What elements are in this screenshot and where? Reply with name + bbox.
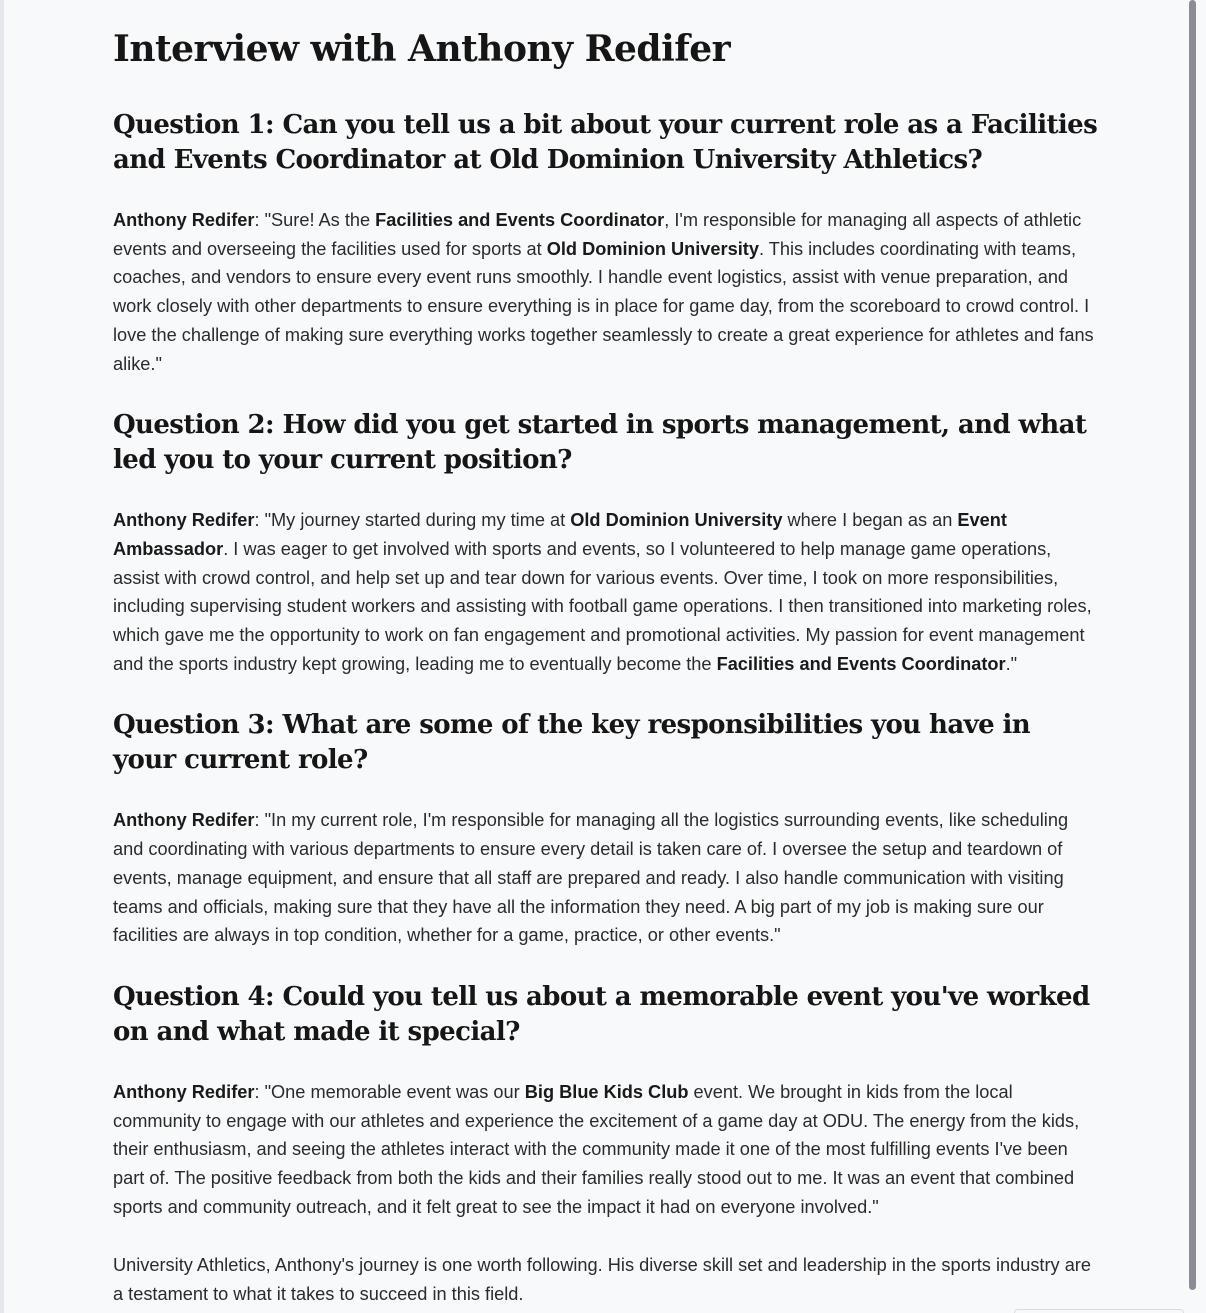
answer-2-paragraph: [113, 506, 1098, 678]
answer-emphasis: Old Dominion University: [546, 238, 759, 259]
answer-emphasis: Facilities and Events Coordinator: [375, 210, 665, 230]
answer-text: , I'm responsible for managing all aspects of athletic events and overseeing the facilities used for sports at: [113, 210, 1082, 259]
answer-3-paragraph: [113, 806, 1098, 950]
answer-emphasis: Event Ambassador: [113, 510, 1007, 559]
answer-emphasis: Facilities and Events Coordinator: [716, 653, 1006, 674]
answer-text: where I began as an: [782, 510, 958, 531]
question-4-heading: Question 4: Could you tell us about a memorable event you've worked on and what made it special?: [113, 981, 1090, 1047]
answer-emphasis: Old Dominion University: [570, 510, 783, 531]
closing-paragraph: University Athletics, Anthony's journey is one worth following. His diverse skill set and leadership in the sports industry are a testament to what it takes to succeed in this field.: [113, 1255, 1091, 1305]
question-2-heading: Question 2: How did you get started in sports management, and what led you to your current position?: [113, 410, 1087, 476]
page-title: Interview with Anthony Redifer: [113, 28, 731, 70]
speaker-name: Anthony Redifer: [113, 210, 255, 230]
speaker-name: Anthony Redifer: [113, 1081, 255, 1102]
speaker-name: Anthony Redifer: [113, 510, 255, 531]
question-1-heading: Question 1: Can you tell us a bit about your current role as a Facilities and Events Coordinator at Old Dominion University Athletics?: [113, 110, 1098, 175]
answer-emphasis: Big Blue Kids Club: [524, 1081, 689, 1102]
speaker-name: Anthony Redifer: [113, 810, 255, 831]
answer-text: : "My journey started during my time at: [254, 510, 571, 531]
answer-text: : "One memorable event was our: [254, 1081, 525, 1102]
answer-4-paragraph: [113, 1078, 1098, 1222]
left-edge: [0, 0, 4, 1313]
bottom-corner-tab: [1014, 1309, 1184, 1313]
article: [113, 24, 1098, 1309]
answer-text: . This includes coordinating with teams, coaches, and vendors to ensure every event runs smoothly. I handle event logistics, assist with venue preparation, and work closely with other departments to ensure everything is in place for game day, from the scoreboard to crowd control. I love the challenge of making sure everything works together seamlessly to create a great experience for athletes and fans alike.": [113, 238, 1094, 374]
answer-1-paragraph: [113, 206, 1098, 378]
answer-text: : "In my current role, I'm responsible for managing all the logistics surrounding events, like scheduling and coordinating with various departments to ensure every detail is taken care of. I oversee the setup and teardown of events, manage equipment, and ensure that all staff are prepared and ready. I also handle communication with visiting teams and officials, making sure that they have all the information they need. A big part of my job is making sure our facilities are always in top condition, whether for a game, practice, or other events.": [113, 810, 1069, 946]
answer-text: : "Sure! As the: [254, 210, 376, 230]
scrollbar-thumb[interactable]: [1189, 0, 1196, 1290]
answer-text: . I was eager to get involved with sports and events, so I volunteered to help manage game operations, assist with crowd control, and help set up and tear down for various events. Over time, I took on more responsibilities, including supervising student workers and assisting with football game operations. I then transitioned into marketing roles, which gave me the opportunity to work on fan engagement and promotional activities. My passion for event management and the sports industry kept growing, leading me to eventually become the: [113, 538, 1092, 674]
answer-text: .": [1005, 653, 1018, 674]
question-3-heading: Question 3: What are some of the key responsibilities you have in your current role?: [113, 710, 1031, 776]
answer-text: event. We brought in kids from the local community to engage with our athletes and experience the excitement of a game day at ODU. The energy from the kids, their enthusiasm, and seeing the athletes interact with the community made it one of the most fulfilling events I've been part of. The positive feedback from both the kids and their families really stood out to me. It was an event that combined sports and community outreach, and it felt great to see the impact it had on everyone involved.": [113, 1081, 1080, 1217]
